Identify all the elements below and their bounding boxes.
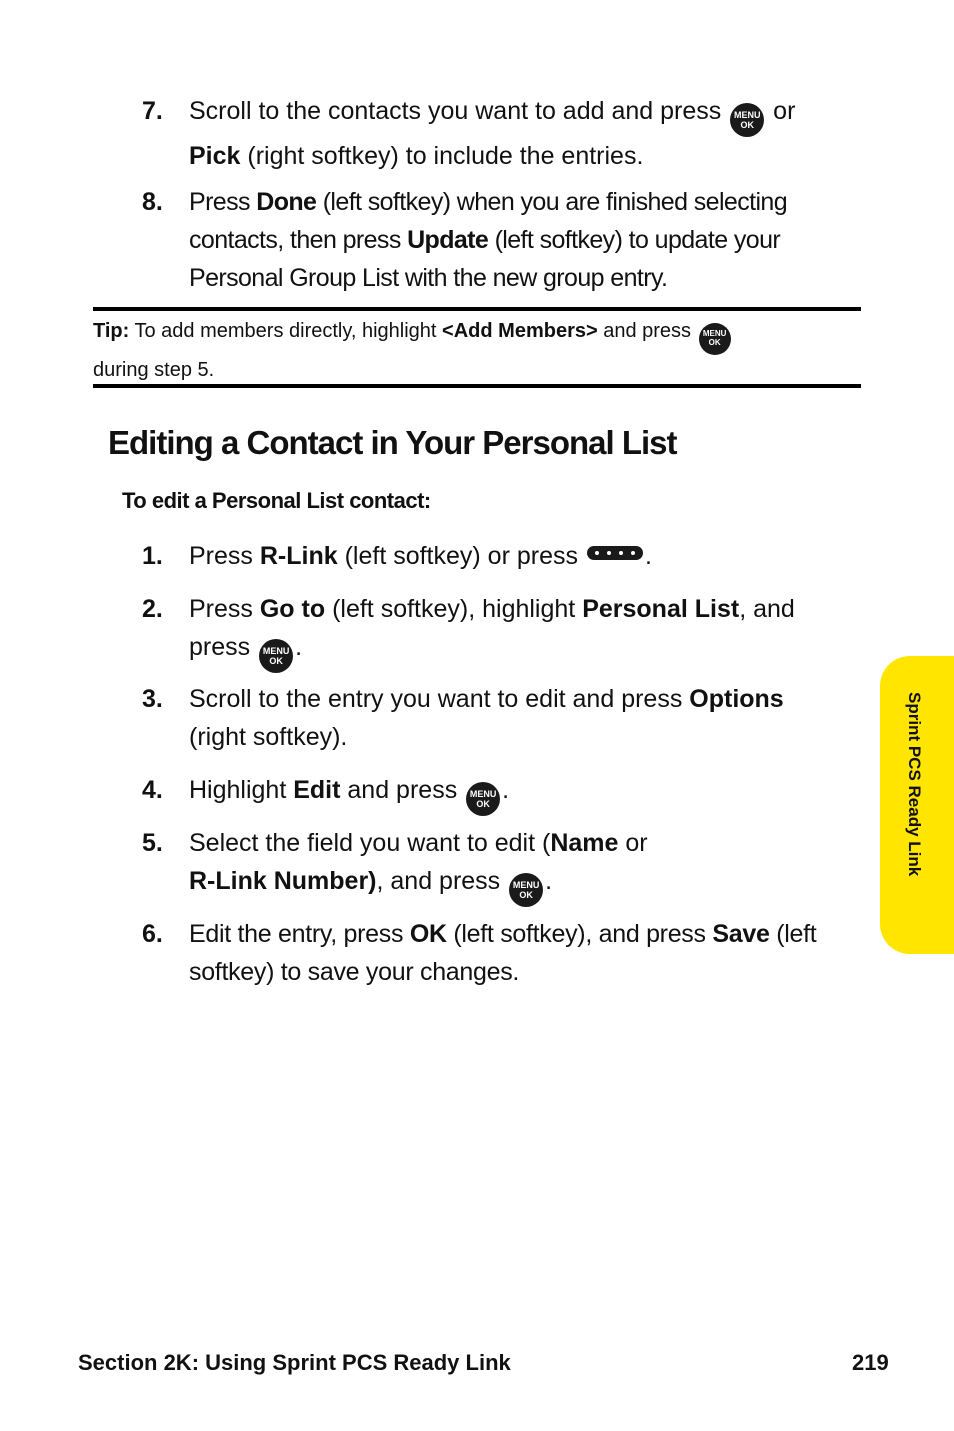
step-text: Press Done (left softkey) when you are finished selecting contacts, then press Update (left softkey) to update your Personal Group List with the new group entry. — [189, 188, 788, 292]
section-heading: Editing a Contact in Your Personal List — [108, 424, 677, 461]
page-number: 219 — [852, 1350, 889, 1375]
side-tab-label: Sprint PCS Ready Link — [905, 692, 924, 877]
tip-top-rule — [93, 307, 861, 311]
footer-section-title: Section 2K: Using Sprint PCS Ready Link — [78, 1350, 511, 1375]
section-subheading: To edit a Personal List contact: — [122, 488, 431, 513]
tip-box: Tip: To add members directly, highlight <Add Members> and press MENU OK during step 5. — [93, 316, 863, 385]
menu-ok-key-icon: MENU OK — [259, 639, 293, 673]
menu-ok-key-icon: MENU OK — [509, 873, 543, 907]
section-side-tab — [880, 656, 954, 954]
menu-ok-key-icon: MENU OK — [730, 103, 764, 137]
step-text: Scroll to the contacts you want to add and press MENU OK or Pick (right softkey) to include the entries. — [189, 97, 796, 170]
menu-ok-key-icon: MENU OK — [466, 782, 500, 816]
menu-ok-key-icon: MENU OK — [699, 323, 731, 355]
tip-bottom-rule — [93, 384, 861, 388]
navigation-key-icon — [587, 546, 643, 560]
tip-label: Tip: — [93, 320, 130, 342]
step-number: 7. — [142, 97, 163, 125]
step-number: 8. — [142, 188, 163, 216]
